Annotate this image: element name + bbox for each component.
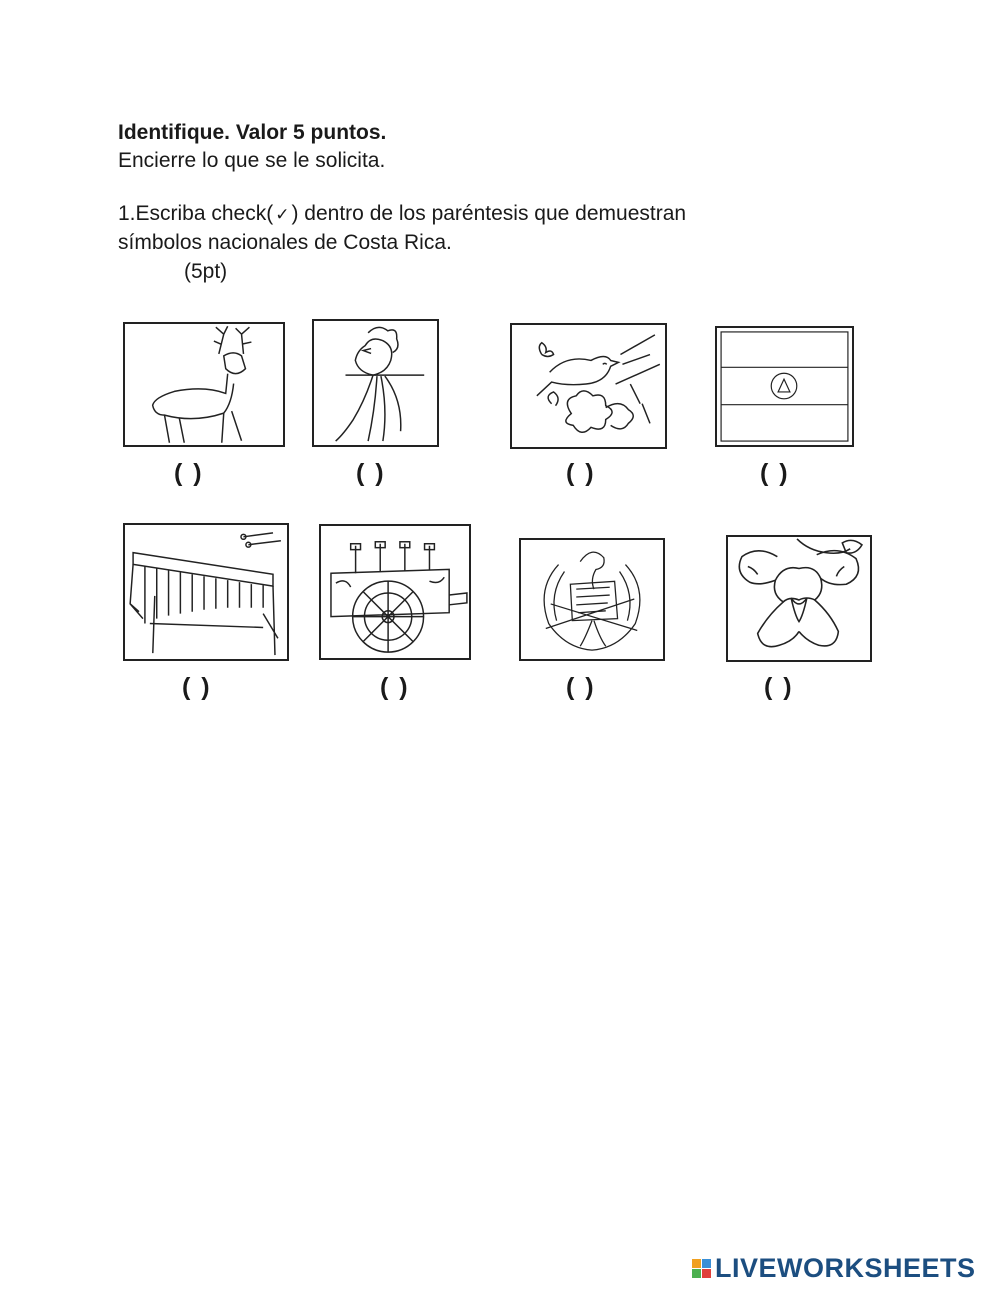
answer-parentheses[interactable]: ( )	[760, 459, 790, 487]
answer-parentheses[interactable]: ( )	[566, 673, 596, 701]
question-line-2: símbolos nacionales de Costa Rica.	[118, 231, 452, 254]
flag-icon	[715, 326, 854, 447]
question-prefix: 1.Escriba check(	[118, 202, 274, 225]
question-suffix: ) dentro de los paréntesis que demuestran	[291, 202, 687, 225]
brand-name: LIVEWORKSHEETS	[715, 1253, 976, 1283]
orchid-icon	[726, 535, 872, 662]
logo-grid-icon	[692, 1259, 711, 1278]
answer-parentheses[interactable]: ( )	[174, 459, 204, 487]
deer-icon	[123, 322, 285, 447]
answer-parentheses[interactable]: ( )	[356, 459, 386, 487]
worksheet-instructions: Encierre lo que se le solicita.	[118, 149, 386, 172]
bird-with-flowers-icon	[510, 323, 667, 449]
question-line-1	[118, 200, 686, 229]
answer-parentheses[interactable]: ( )	[764, 673, 794, 701]
answer-parentheses[interactable]: ( )	[182, 673, 212, 701]
liveworksheets-logo	[692, 1253, 976, 1284]
question-points: (5pt)	[184, 260, 228, 283]
check-icon: ✓	[275, 205, 290, 224]
coat-of-arms-icon	[519, 538, 665, 661]
quetzal-icon	[312, 319, 439, 447]
worksheet-title: Identifique. Valor 5 puntos.	[118, 121, 387, 144]
answer-parentheses[interactable]: ( )	[566, 459, 596, 487]
oxcart-icon	[319, 524, 471, 660]
marimba-icon	[123, 523, 289, 661]
answer-parentheses[interactable]: ( )	[380, 673, 410, 701]
